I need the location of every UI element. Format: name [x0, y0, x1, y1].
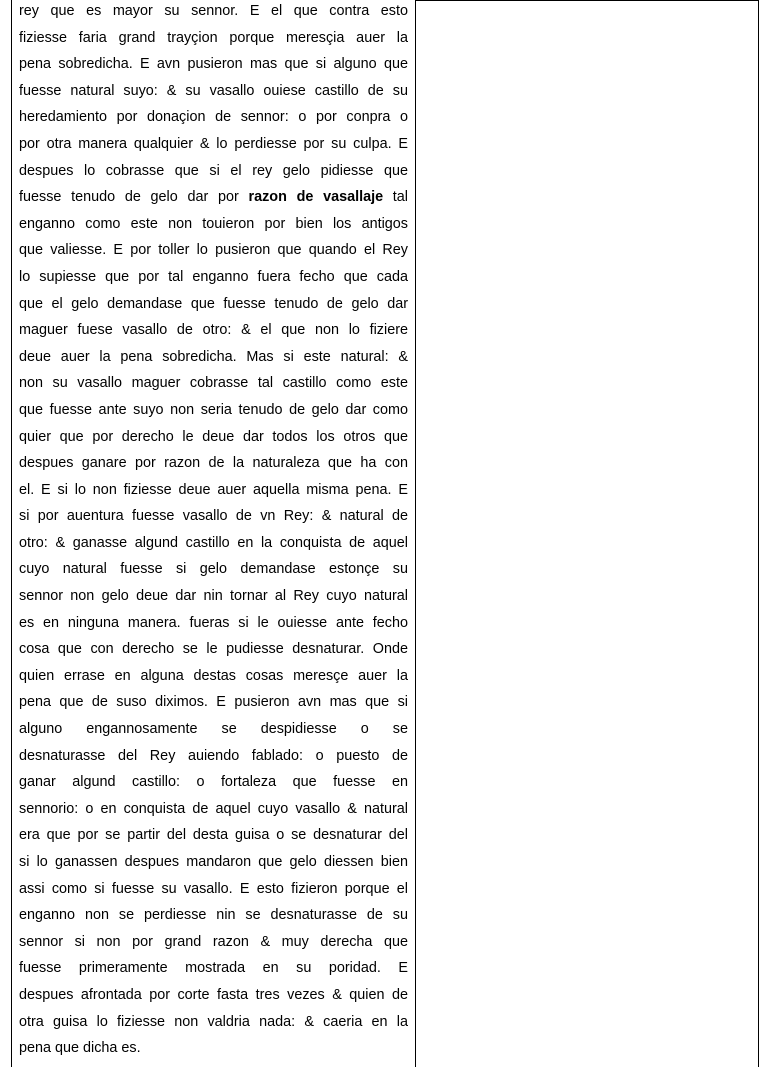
text-line: enganno non se perdiesse nin se desnaturasse de su	[19, 907, 408, 924]
text-line: lo supiesse que por tal enganno fuera fecho que cada	[19, 268, 408, 285]
text-line: pena sobredicha. E avn pusieron mas que si alguno que	[19, 56, 408, 73]
text-line: desnaturasse del Rey auiendo fablado: o puesto de	[19, 747, 408, 764]
text-line: sennor si non por grand razon & muy derecha que	[19, 933, 408, 950]
text-line: cuyo natural fuesse si gelo demandase estonçe su	[19, 561, 408, 578]
text-line: el. E si lo non fiziesse deue auer aquella misma pena. E	[19, 481, 408, 498]
text-line: deue auer la pena sobredicha. Mas si este natural: &	[19, 348, 408, 365]
text-line: ganar algund castillo: o fortaleza que fuesse en	[19, 774, 408, 791]
text-line: que el gelo demandase que fuesse tenudo de gelo dar	[19, 295, 408, 312]
text-line: quien errase en alguna destas cosas meresçe auer la	[19, 667, 408, 684]
text-line: era que por se partir del desta guisa o se desnaturar del	[19, 827, 408, 844]
text-line: fuesse natural suyo: & su vasallo ouiese castillo de su	[19, 82, 408, 99]
text-line: si lo ganassen despues mandaron que gelo diessen bien	[19, 854, 408, 870]
text-line: fiziesse faria grand trayçion porque meresçia auer la	[19, 29, 408, 46]
text-line: non su vasallo maguer cobrasse tal castillo como este	[19, 375, 408, 392]
text-line: pena que dicha es.	[19, 1040, 141, 1057]
text-line	[19, 186, 408, 213]
text-line: quier que por derecho le deue dar todos los otros que	[19, 428, 408, 445]
text-line: despues ganare por razon de la naturaleza que ha con	[19, 455, 408, 472]
text-line: despues lo cobrasse que si el rey gelo pidiesse que	[19, 162, 408, 179]
text-line: si por auentura fuesse vasallo de vn Rey: & natural de	[19, 508, 408, 525]
text-line: sennor non gelo deue dar nin tornar al Rey cuyo natural	[19, 588, 408, 605]
text-line: pena que de suso diximos. E pusieron avn mas que si	[19, 694, 408, 711]
document-table	[11, 0, 759, 1067]
text-line: despues afrontada por corte fasta tres vezes & quien de	[19, 986, 408, 1003]
text-line: otra guisa lo fiziesse non valdria nada: & caeria en la	[19, 1013, 408, 1030]
text-line: cosa que con derecho se le pudiesse desnaturar. Onde	[19, 641, 408, 658]
text-line: es en ninguna manera. fueras si le ouiesse ante fecho	[19, 614, 408, 631]
text-line: assi como si fuesse su vasallo. E esto fizieron porque el	[19, 880, 408, 897]
column-divider	[415, 0, 416, 1067]
text-line: fuesse primeramente mostrada en su poridad. E	[19, 960, 408, 977]
text-cell	[19, 0, 408, 1064]
text-line: que valiesse. E por toller lo pusieron que quando el Rey	[19, 242, 408, 259]
bold-phrase: razon de vasallaje	[248, 189, 384, 206]
text-line: heredamiento por donaçion de sennor: o por conpra o	[19, 109, 408, 126]
empty-cell-top-border	[416, 0, 758, 1]
text-line: maguer fuese vasallo de otro: & el que non lo fiziere	[19, 322, 408, 339]
text-line: otro: & ganasse algund castillo en la conquista de aquel	[19, 534, 408, 551]
text-run: tal	[383, 189, 408, 206]
text-line: alguno engannosamente se despidiesse o se	[19, 721, 408, 738]
text-run: fuesse tenudo de gelo dar por	[19, 189, 249, 206]
text-line: que fuesse ante suyo non seria tenudo de gelo dar como	[19, 401, 408, 418]
text-line: sennorio: o en conquista de aquel cuyo vasallo & natural	[19, 800, 408, 817]
text-line: enganno como este non touieron por bien los antigos	[19, 215, 408, 232]
text-line: por otra manera qualquier & lo perdiesse por su culpa. E	[19, 135, 408, 152]
text-line: rey que es mayor su sennor. E el que contra esto	[19, 3, 408, 19]
